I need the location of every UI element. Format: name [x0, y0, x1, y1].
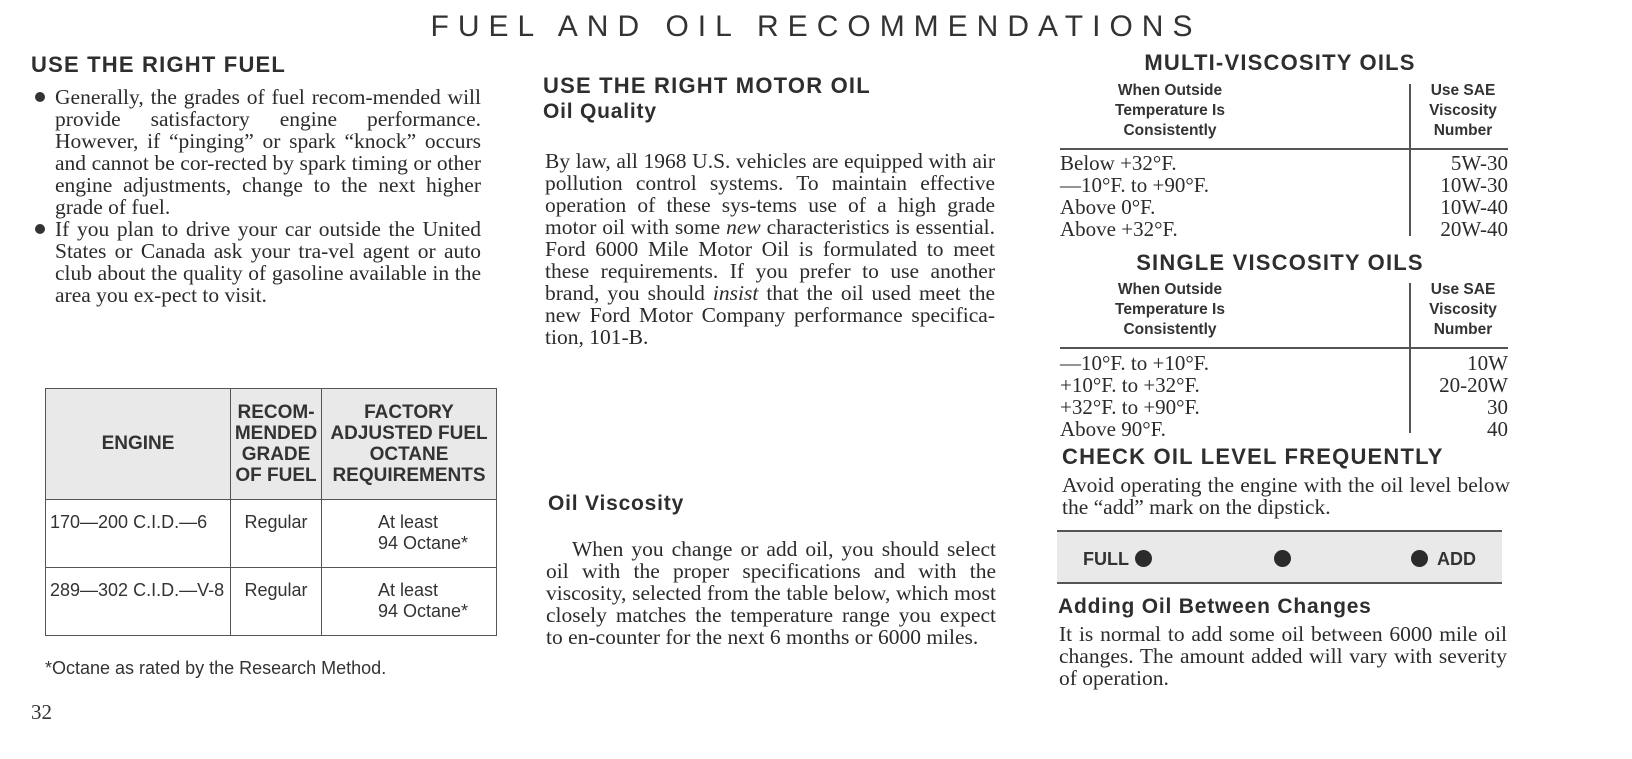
fuel-bullet-item: If you plan to drive your car outside the United States or Canada ask your tra-vel agent or auto club about the quality of gasoline available in the area you ex-pect to visit. [31, 218, 481, 306]
bullet-icon [35, 224, 45, 234]
dipstick-full-label: FULL [1083, 549, 1129, 569]
octane-table [45, 388, 497, 636]
fuel-heading: USE THE RIGHT FUEL [31, 52, 287, 77]
dipstick-diagram [1057, 530, 1502, 584]
full-mark-icon [1135, 550, 1152, 567]
oil-viscosity-heading: Oil Viscosity [548, 492, 685, 515]
motor-oil-heading: USE THE RIGHT MOTOR OIL [543, 73, 871, 98]
check-oil-heading: CHECK OIL LEVEL FREQUENTLY [1062, 444, 1444, 469]
single-sae-header: Use SAE Viscosity Number [1429, 281, 1497, 338]
multi-header-rule [1060, 148, 1508, 150]
check-oil-text: Avoid operating the engine with the oil level below the “add” mark on the dipstick. [1062, 473, 1510, 519]
table-row: +10°F. to +32°F. 20-20W [1060, 373, 1508, 397]
table-row: Above 0°F. 10W-40 [1060, 195, 1508, 219]
bullet-icon [35, 92, 45, 102]
single-header-rule [1060, 347, 1508, 349]
single-viscosity-heading: SINGLE VISCOSITY OILS [1136, 250, 1424, 275]
table-header-engine: ENGINE [46, 389, 231, 499]
table-row: Above +32°F. 20W-40 [1060, 217, 1508, 241]
table-header-octane: FACTORY ADJUSTED FUEL OCTANE REQUIREMENTS [322, 389, 497, 499]
table-row [46, 567, 496, 635]
fuel-bullet-list [31, 86, 481, 306]
mid-mark-icon [1274, 550, 1291, 567]
octane-footnote: *Octane as rated by the Research Method. [45, 658, 387, 678]
fuel-bullet-item: Generally, the grades of fuel recom-mended will provide satisfactory engine performance. However, if “pinging” or spark “knock” occurs and cannot be cor-rected by spark timing or other engine adjustments, change to the next higher grade of fuel. [31, 86, 481, 218]
table-cell-octane: At least 94 Octane* [378, 579, 469, 621]
table-row [46, 499, 496, 567]
add-mark-icon [1411, 550, 1428, 567]
table-row: +32°F. to +90°F. 30 [1060, 395, 1508, 419]
single-temp-header: When Outside Temperature Is Consistently [1115, 281, 1225, 338]
table-cell-engine: 289—302 C.I.D.—V-8 [46, 567, 231, 635]
oil-quality-text: By law, all 1968 U.S. vehicles are equipped with air pollution control systems. To maintain effective operation of these sys-tems use of a high grade motor oil with some new characteristics is essential. Ford 6000 Mile Motor Oil is formulated to meet these requirements. If you prefer to use another brand, you should insist that the oil used meet the new Ford Motor Company performance specifica-tion, 101-B. [545, 149, 995, 349]
oil-quality-heading: Oil Quality [543, 100, 657, 123]
table-cell-octane: At least 94 Octane* [322, 499, 497, 567]
table-row: —10°F. to +90°F. 10W-30 [1060, 173, 1508, 197]
table-cell-grade: Regular [231, 499, 322, 567]
table-cell-engine: 170—200 C.I.D.—6 [46, 499, 231, 567]
page-title: FUEL AND OIL RECOMMENDATIONS [430, 10, 1202, 43]
table-cell-grade: Regular [231, 567, 322, 635]
table-row: Below +32°F. 5W-30 [1060, 151, 1508, 175]
table-row: —10°F. to +10°F. 10W [1060, 351, 1508, 375]
dipstick-add-label: ADD [1437, 549, 1476, 569]
single-viscosity-rows [1060, 352, 1508, 440]
table-header-grade: RECOM-MENDED GRADE OF FUEL [231, 389, 322, 499]
multi-viscosity-heading: MULTI-VISCOSITY OILS [1144, 50, 1416, 75]
multi-temp-header: When Outside Temperature Is Consistently [1115, 82, 1225, 139]
multi-viscosity-rows [1060, 152, 1508, 240]
multi-sae-header: Use SAE Viscosity Number [1429, 82, 1497, 139]
page-number: 32 [31, 700, 52, 724]
oil-viscosity-text: When you change or add oil, you should select oil with the proper specifications and with the viscosity, selected from the table below, which most closely matches the temperature range you expect to en-counter for the next 6 months or 6000 miles. [546, 537, 996, 649]
adding-oil-text: It is normal to add some oil between 6000 mile oil changes. The amount added will vary with severity of operation. [1059, 622, 1507, 690]
adding-oil-heading: Adding Oil Between Changes [1058, 595, 1372, 618]
table-row: Above 90°F. 40 [1060, 417, 1508, 441]
